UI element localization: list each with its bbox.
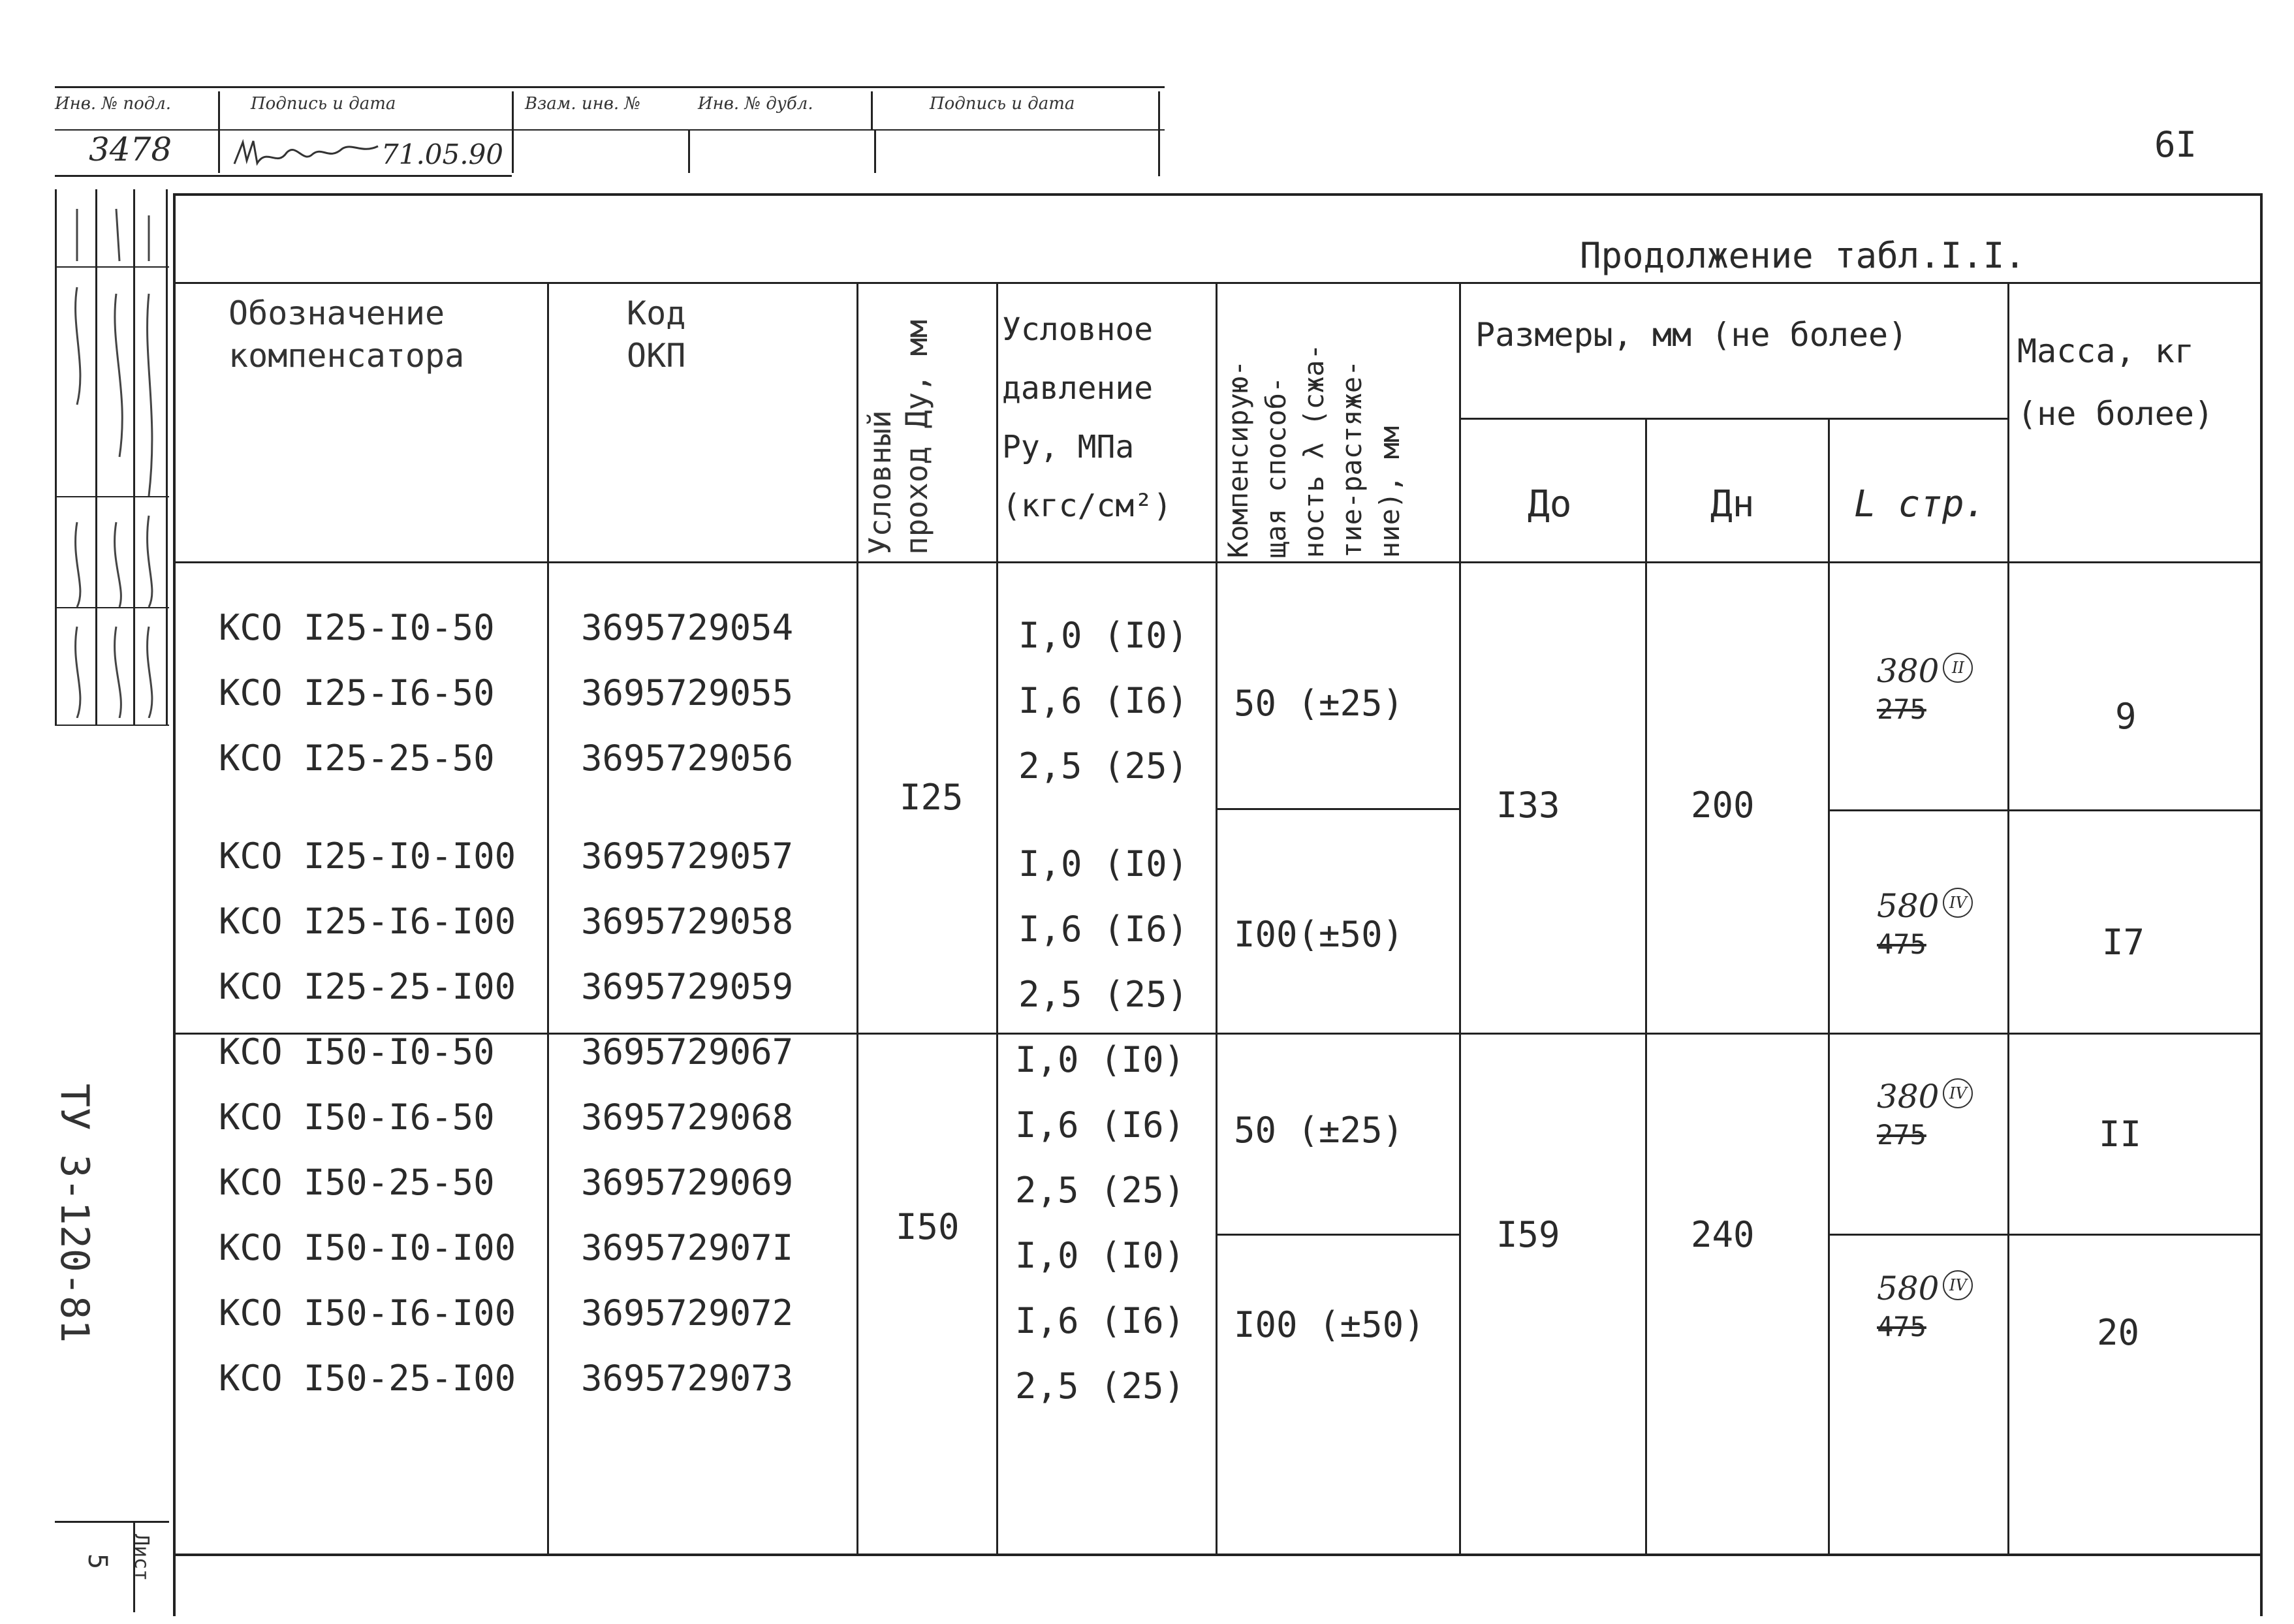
group-1-mass-1: 9 [2115, 696, 2137, 737]
group-2-dn: I50 [896, 1206, 960, 1247]
row-designation: КСО I25-I0-50 [219, 607, 495, 648]
row-code: 3695729072 [581, 1292, 794, 1334]
header-mass [2017, 320, 2214, 445]
change-mark: IV [1943, 888, 1973, 918]
stamp-sign-date: 71.05.90 [381, 138, 504, 170]
stamp-label-sign2: Подпись и дата [930, 94, 1075, 114]
header-comp-2: щая способ- [1260, 376, 1292, 558]
group-1-comp-1: 50 (±25) [1234, 683, 1404, 724]
header-comp-5: ние), мм [1374, 426, 1406, 558]
group-2-comp-2: I00 (±50) [1234, 1304, 1425, 1345]
stamp-label-replace: Взам. инв. № [525, 94, 641, 114]
row-code: 3695729073 [581, 1358, 794, 1399]
header-pressure-4: (кгс/см²) [1002, 488, 1172, 524]
change-mark: II [1943, 653, 1973, 683]
side-sheet-label: Лист [130, 1534, 153, 1582]
row-pressure: 2,5 (25) [1018, 974, 1189, 1015]
row-designation: КСО I50-I0-I00 [219, 1227, 516, 1268]
group-1-l-1 [1877, 653, 1973, 728]
group-2-l-2 [1877, 1270, 1973, 1345]
row-code: 3695729059 [581, 966, 794, 1007]
group-2-d0: I59 [1496, 1214, 1560, 1255]
group-1-dh: 200 [1691, 785, 1755, 826]
l-old-value: 275 [1877, 693, 1926, 725]
header-d0: Дo [1528, 483, 1572, 525]
group-1-d0: I33 [1496, 785, 1560, 826]
stamp-label-dup: Инв. № дубл. [698, 94, 813, 114]
row-pressure: I,6 (I6) [1015, 1104, 1186, 1146]
row-pressure: 2,5 (25) [1015, 1366, 1186, 1407]
row-pressure: I,0 (I0) [1015, 1235, 1186, 1276]
header-pressure-1: Условное [1002, 311, 1154, 348]
side-signature [57, 196, 165, 718]
row-code: 3695729058 [581, 901, 794, 942]
change-mark: IV [1943, 1270, 1973, 1300]
group-2-comp-1: 50 (±25) [1234, 1110, 1404, 1151]
row-code: 3695729056 [581, 738, 794, 779]
l-new-value: 380 [1877, 652, 1940, 690]
row-pressure: I,0 (I0) [1015, 1039, 1186, 1080]
side-margin [52, 189, 172, 1619]
table-caption: Продолжение табл.I.I. [1580, 235, 2026, 276]
header-code: Код ОКП [627, 294, 686, 375]
row-designation: КСО I25-I0-I00 [219, 835, 516, 877]
row-designation: КСО I50-25-I00 [219, 1358, 516, 1399]
frame-left [173, 193, 176, 1616]
header-designation: Обозначение компенсатора [228, 294, 465, 375]
stamp-label-inv: Инв. № подл. [55, 94, 172, 114]
header-comp [1219, 284, 1409, 558]
group-2-mass-2: 20 [2097, 1312, 2140, 1353]
frame-top [173, 193, 2262, 196]
row-designation: КСО I25-25-I00 [219, 966, 516, 1007]
group-1-mass-2: I7 [2102, 922, 2145, 963]
row-pressure: I,0 (I0) [1018, 843, 1189, 884]
group-2-dh: 240 [1691, 1214, 1755, 1255]
approval-stamp [55, 78, 1165, 183]
group-1-comp-2: I00(±50) [1234, 914, 1404, 955]
header-mass-1: Масса, кг [2017, 332, 2194, 370]
side-sheet-number: 5 [82, 1554, 112, 1570]
header-dh: Дн [1710, 483, 1755, 525]
row-designation: КСО I25-I6-I00 [219, 901, 516, 942]
l-new-value: 580 [1877, 1270, 1940, 1307]
header-pressure-3: Ру, МПа [1002, 429, 1135, 465]
signature [231, 134, 381, 174]
header-sizes: Размеры, мм (не более) [1475, 316, 1908, 354]
header-comp-1: Компенсирую- [1222, 360, 1254, 558]
row-pressure: 2,5 (25) [1018, 745, 1189, 787]
row-pressure: I,6 (I6) [1018, 680, 1189, 721]
row-pressure: I,6 (I6) [1015, 1300, 1186, 1341]
header-pressure-2: давление [1002, 370, 1154, 407]
header-comp-4: тие-растяже- [1336, 360, 1368, 558]
group-2-l-1 [1877, 1078, 1973, 1153]
stamp-label-sign: Подпись и дата [251, 94, 396, 114]
row-designation: КСО I50-I6-50 [219, 1097, 495, 1138]
side-doc-code: ТУ 3-120-81 [52, 1084, 97, 1343]
l-old-value: 275 [1877, 1119, 1926, 1151]
l-new-value: 580 [1877, 887, 1940, 925]
row-designation: КСО I25-25-50 [219, 738, 495, 779]
header-pressure [1002, 300, 1172, 535]
row-code: 3695729069 [581, 1162, 794, 1203]
header-mass-2: (не более) [2017, 395, 2214, 433]
l-old-value: 475 [1877, 928, 1926, 960]
page-number: 6I [2154, 124, 2197, 165]
group-1-dn: I25 [900, 777, 964, 818]
row-code: 3695729055 [581, 672, 794, 713]
header-l: L стр. [1854, 483, 1987, 525]
frame-right [2260, 193, 2263, 1616]
row-pressure: I,6 (I6) [1018, 909, 1189, 950]
group-2-mass-1: II [2099, 1114, 2142, 1155]
row-designation: КСО I50-I6-I00 [219, 1292, 516, 1334]
row-code: 3695729067 [581, 1031, 794, 1072]
row-code: 3695729054 [581, 607, 794, 648]
header-dn: Условный проход Ду, мм [862, 319, 934, 555]
row-designation: КСО I50-25-50 [219, 1162, 495, 1203]
change-mark: IV [1943, 1078, 1973, 1108]
row-pressure: I,0 (I0) [1018, 615, 1189, 656]
l-new-value: 380 [1877, 1078, 1940, 1116]
row-pressure: 2,5 (25) [1015, 1170, 1186, 1211]
l-old-value: 475 [1877, 1311, 1926, 1343]
group-1-l-2 [1877, 888, 1973, 963]
stamp-inv-value: 3478 [89, 131, 172, 168]
row-code: 369572907I [581, 1227, 794, 1268]
frame-bottom [173, 1554, 2262, 1556]
row-designation: КСО I25-I6-50 [219, 672, 495, 713]
row-designation: КСО I50-I0-50 [219, 1031, 495, 1072]
row-code: 3695729068 [581, 1097, 794, 1138]
header-comp-3: ность λ (сжа- [1298, 343, 1330, 558]
row-code: 3695729057 [581, 835, 794, 877]
